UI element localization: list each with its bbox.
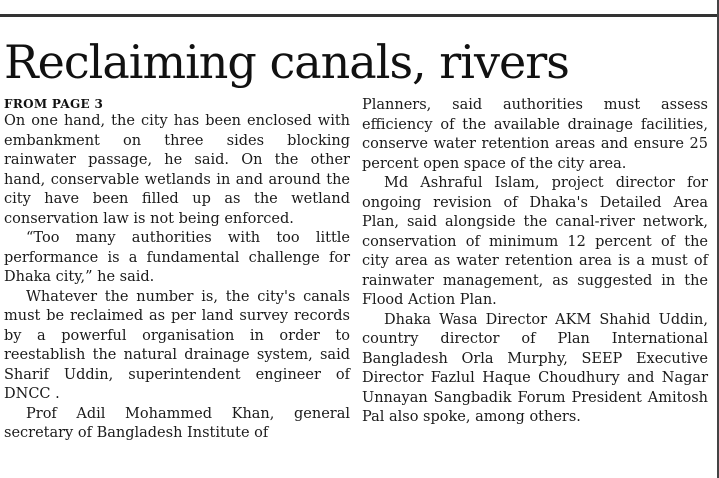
paragraph: Planners, said authorities must assess efficiency of the available drainage facilities, conserve water retention areas and ensure 25 percent open space of the city area.: [362, 97, 708, 172]
paragraph: On one hand, the city has been enclosed with embankment on three sides blocking rainwater passage, he said. On the other hand, conservable wetlands in and around the city have been filled up as the wetland conservation law is not being enforced.: [4, 113, 350, 227]
paragraph: Whatever the number is, the city's canals must be reclaimed as per land survey records by a powerful organisation in order to reestablish the natural drainage system, said Sharif Uddin, superintendent engineer of DNCC .: [4, 288, 350, 402]
article-column-right: [362, 96, 708, 428]
continuation-kicker: FROM PAGE 3: [4, 97, 104, 111]
paragraph: Dhaka Wasa Director AKM Shahid Uddin, country director of Plan International Bangladesh Orla Murphy, SEEP Executive Director Fazlul Haque Choudhury and Nagar Unnayan Sangbadik Forum President Amitosh Pal also spoke, among others.: [362, 311, 708, 425]
paragraph: “Too many authorities with too little performance is a fundamental challenge for Dhaka city,” he said.: [4, 230, 350, 285]
article-column-left: [4, 96, 350, 444]
top-rule: [0, 14, 719, 17]
paragraph: Md Ashraful Islam, project director for ongoing revision of Dhaka's Detailed Area Plan, said alongside the canal-river network, conservation of minimum 12 percent of the city area as water retention area is a must of rainwater management, as suggested in the Flood Action Plan.: [362, 175, 708, 308]
headline: Reclaiming canals, rivers: [4, 35, 569, 89]
paragraph: Prof Adil Mohammed Khan, general secretary of Bangladesh Institute of: [4, 405, 350, 441]
